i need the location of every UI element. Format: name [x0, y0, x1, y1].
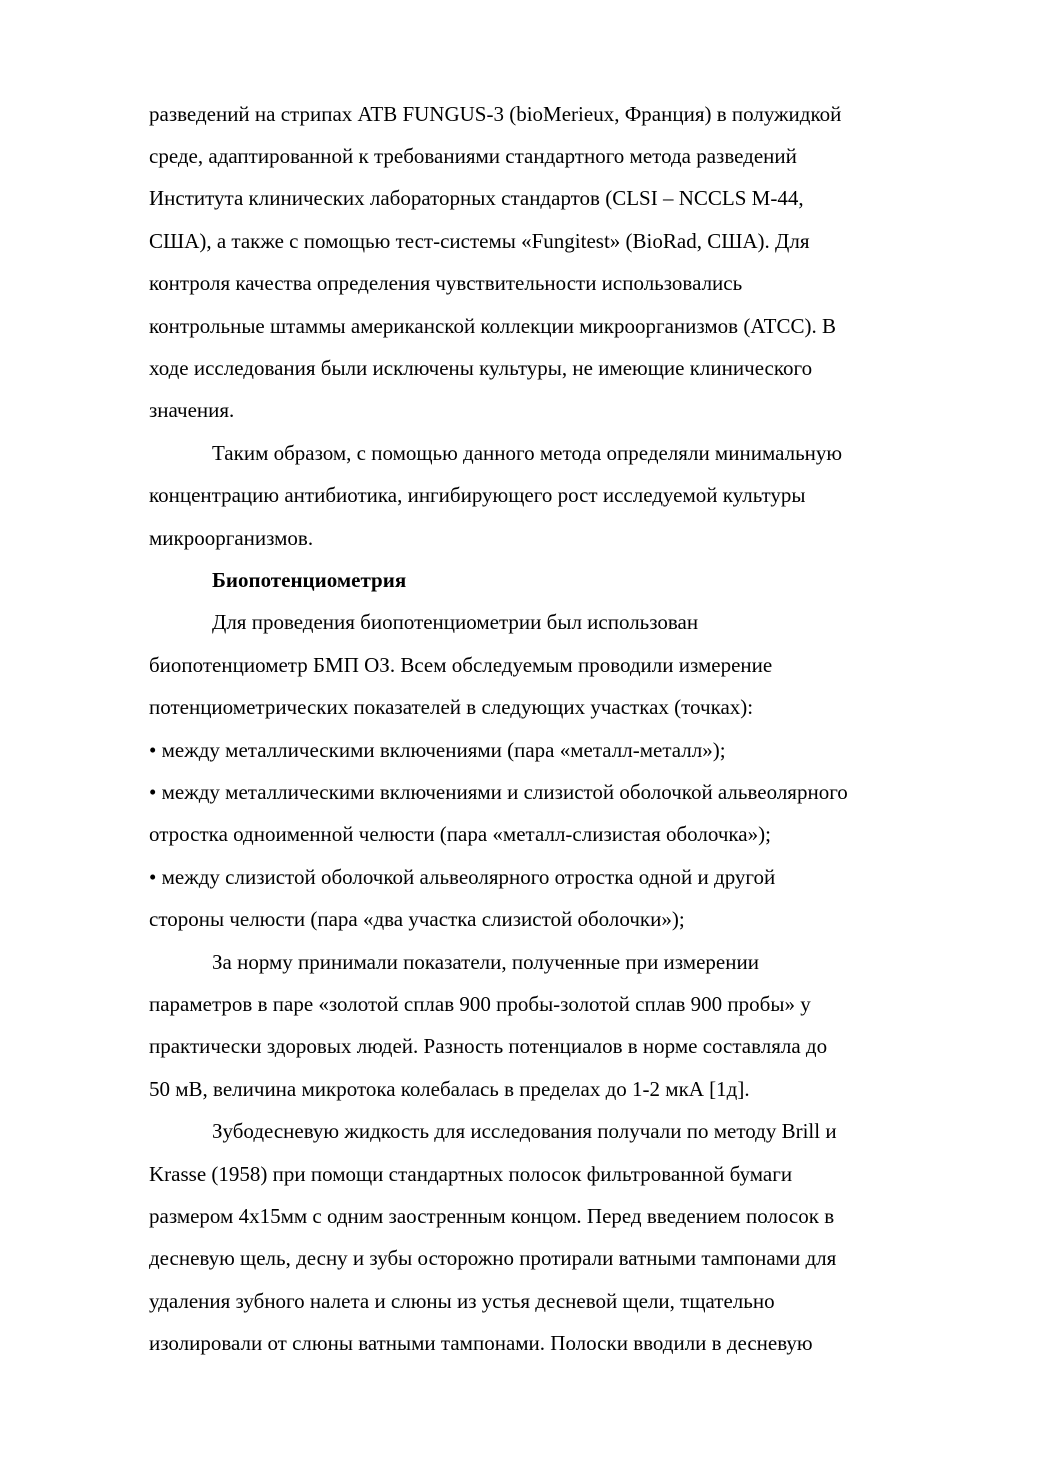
text-line: среде, адаптированной к требованиями стандартного метода разведений — [149, 144, 797, 168]
text-line: микроорганизмов. — [149, 526, 314, 550]
text-line: изолировали от слюны ватными тампонами. Полоски вводили в десневую — [149, 1331, 813, 1355]
text-line: контроля качества определения чувствительности использовались — [149, 271, 743, 295]
text-line: отростка одноименной челюсти (пара «металл-слизистая оболочка»); — [149, 822, 771, 846]
text-line: Krasse (1958) при помощи стандартных полосок фильтрованной бумаги — [149, 1162, 793, 1186]
paragraph-start: Зубодесневую жидкость для исследования получали по методу Brill и — [212, 1119, 837, 1143]
text-line: Института клинических лабораторных стандартов (CLSI – NCCLS M-44, — [149, 186, 804, 210]
text-line: значения. — [149, 398, 235, 422]
text-line: потенциометрических показателей в следующих участках (точках): — [149, 695, 754, 719]
text-line: 50 мВ, величина микротока колебалась в пределах до 1-2 мкА [1д]. — [149, 1077, 750, 1101]
text-line: практически здоровых людей. Разность потенциалов в норме составляла до — [149, 1034, 828, 1058]
text-line: ходе исследования были исключены культуры, не имеющие клинического — [149, 356, 813, 380]
paragraph-start: За норму принимали показатели, полученные при измерении — [212, 950, 759, 974]
bullet-item: • между металлическими включениями (пара «металл-металл»); — [149, 738, 726, 762]
bullet-item: • между металлическими включениями и слизистой оболочкой альвеолярного — [149, 780, 848, 804]
section-heading: Биопотенциометрия — [212, 568, 407, 592]
text-line: удаления зубного налета и слюны из устья десневой щели, тщательно — [149, 1289, 775, 1313]
paragraph-start: Таким образом, с помощью данного метода определяли минимальную — [212, 441, 843, 465]
text-line: концентрацию антибиотика, ингибирующего рост исследуемой культуры — [149, 483, 806, 507]
text-line: стороны челюсти (пара «два участка слизистой оболочки»); — [149, 907, 685, 931]
bullet-item: • между слизистой оболочкой альвеолярного отростка одной и другой — [149, 865, 776, 889]
text-line: США), а также с помощью тест-системы «Fungitest» (BioRad, США). Для — [149, 229, 810, 253]
text-line: контрольные штаммы американской коллекции микроорганизмов (АТСС). В — [149, 314, 836, 338]
text-line: размером 4х15мм с одним заостренным концом. Перед введением полосок в — [149, 1204, 835, 1228]
text-line: биопотенциометр БМП ОЗ. Всем обследуемым проводили измерение — [149, 653, 773, 677]
text-line: параметров в паре «золотой сплав 900 пробы-золотой сплав 900 пробы» у — [149, 992, 811, 1016]
text-line: десневую щель, десну и зубы осторожно протирали ватными тампонами для — [149, 1246, 837, 1270]
paragraph-start: Для проведения биопотенциометрии был использован — [212, 610, 699, 634]
text-line: разведений на стрипах ATB FUNGUS-3 (bioMerieux, Франция) в полужидкой — [149, 102, 842, 126]
